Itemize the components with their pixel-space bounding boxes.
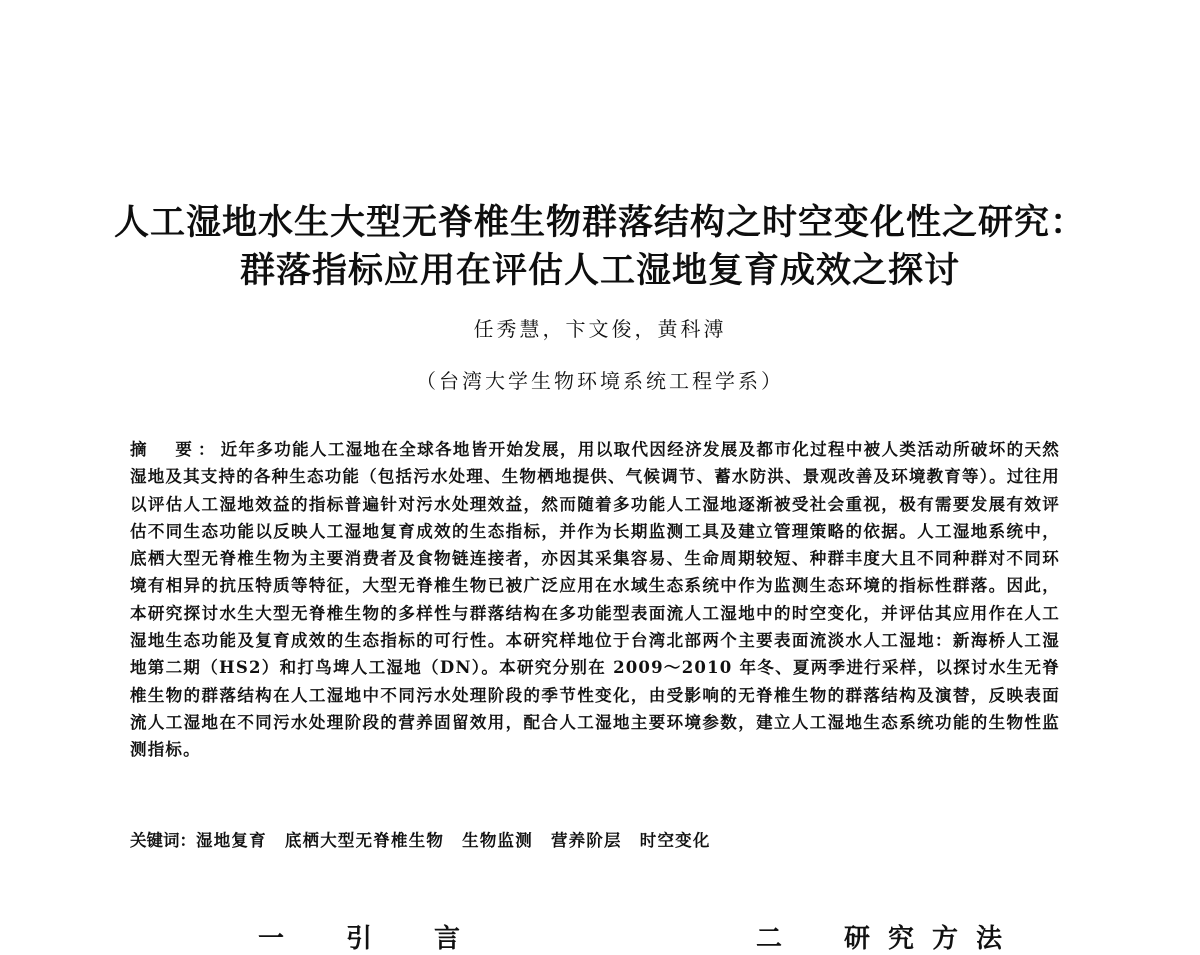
paper-title-line-2: 群落指标应用在评估人工湿地复育成效之探讨 xyxy=(239,251,960,291)
paper-title-line-1: 人工湿地水生大型无脊椎生物群落结构之时空变化性之研究： xyxy=(113,203,1086,243)
keyword-item: 底栖大型无脊椎生物 xyxy=(284,831,445,850)
keyword-item: 湿地复育 xyxy=(196,831,267,850)
keyword-item: 生物监测 xyxy=(462,831,533,850)
abstract-text: 近年多功能人工湿地在全球各地皆开始发展，用以取代因经济发展及都市化过程中被人类活动所破坏的天然湿地及其支持的各种生态功能（包括污水处理、生物栖地提供、气候调节、蓄水防洪、景观改善及环境教育等）。过往用以评估人工湿地效益的指标普遍针对污水处理效益，然而随着多功能人工湿地逐渐被受社会重视，极有需要发展有效评估不同生态功能以反映人工湿地复育成效的生态指标，并作为长期监测工具及建立管理策略的依据。人工湿地系统中，底栖大型无脊椎生物为主要消费者及食物链连接者，亦因其采集容易、生命周期较短、种群丰度大且不同种群对不同环境有相异的抗压特质等特征，大型无脊椎生物已被广泛应用在水域生态系统中作为监测生态环境的指标性群落。因此，本研究探讨水生大型无脊椎生物的多样性与群落结构在多功能型表面流人工湿地中的时空变化，并评估其应用作在人工湿地生态功能及复育成效的生态指标的可行性。本研究样地位于台湾北部两个主要表面流淡水人工湿地：新海桥人工湿地第二期（HS2）和打鸟埤人工湿地（DN）。本研究分别在 2009～2010 年冬、夏两季进行采样，以探讨水生无脊椎生物的群落结构在人工湿地中不同污水处理阶段的季节性变化，由受影响的无脊椎生物的群落结构及演替，反映表面流人工湿地在不同污水处理阶段的营养固留效用，配合人工湿地主要环境参数，建立人工湿地生态系统功能的生物性监测指标。 xyxy=(130,440,1061,760)
author-list: 任秀慧，卞文俊，黄科溥 xyxy=(473,317,727,341)
keyword-item: 时空变化 xyxy=(639,831,711,850)
keywords-block xyxy=(130,827,1060,851)
keyword-item: 营养阶层 xyxy=(550,831,622,850)
abstract-block xyxy=(130,436,1060,764)
affiliation: （台湾大学生物环境系统工程学系） xyxy=(416,369,784,393)
keywords-label: 关键词： xyxy=(130,831,196,850)
abstract-label: 摘 要： xyxy=(130,440,221,459)
section-heading-introduction: 一 引 言 xyxy=(258,924,479,954)
section-heading-methods: 二 研究方法 xyxy=(756,924,1021,954)
